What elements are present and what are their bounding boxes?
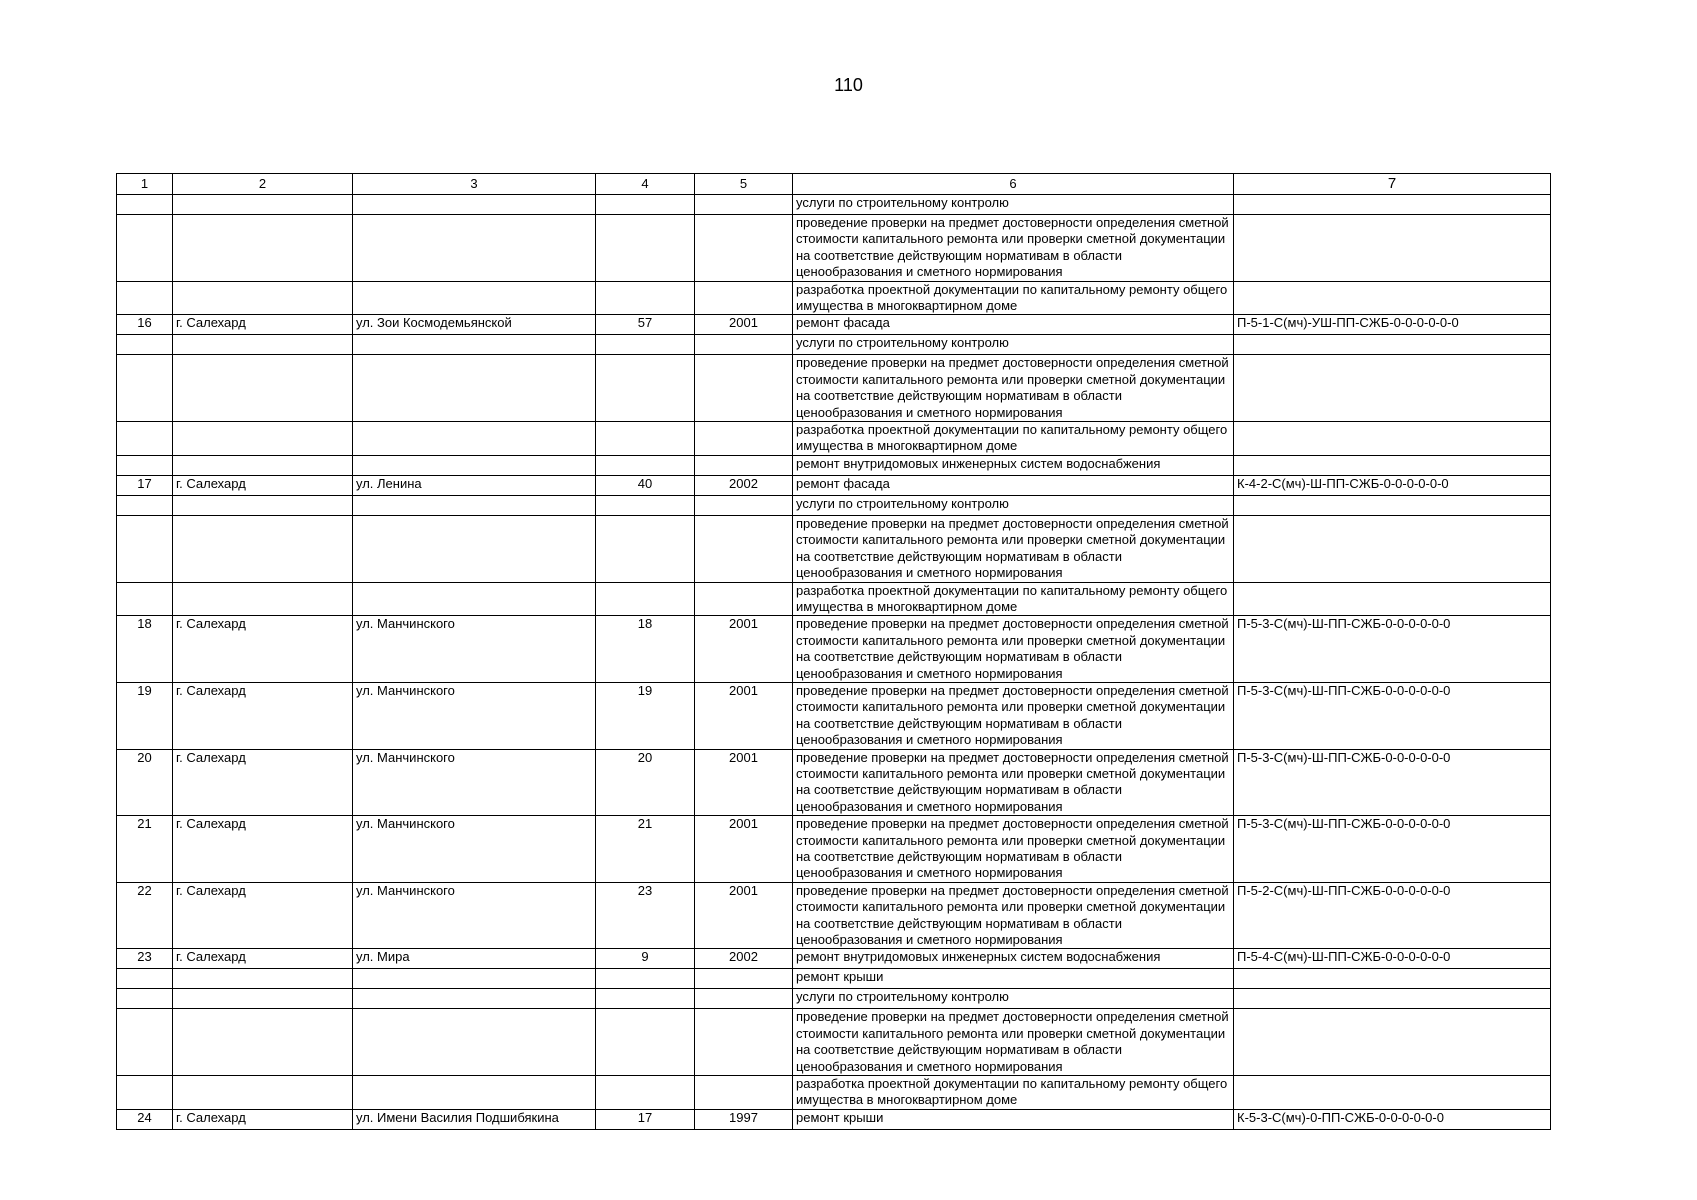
year-cell [695,1076,793,1110]
table-row [117,495,1551,515]
house-number-cell [596,281,695,315]
work-type-cell: проведение проверки на предмет достоверности определения сметной стоимости капитального ремонта или проверки сметной документации на соответствие действующим нормативам в области ценообразования и сметного нормирования [793,816,1234,883]
table-row [117,315,1551,335]
house-number-cell: 23 [596,882,695,949]
header-cell-7: 7 [1234,174,1551,195]
city-cell [173,195,353,215]
header-cell-2: 2 [173,174,353,195]
year-cell [695,969,793,989]
row-number-cell: 17 [117,475,173,495]
house-number-cell [596,355,695,422]
table-row [117,281,1551,315]
table-row [117,816,1551,883]
repair-program-table [116,173,1551,1130]
table-row [117,215,1551,282]
year-cell [695,422,793,456]
row-number-cell [117,969,173,989]
city-cell: г. Салехард [173,882,353,949]
street-cell [353,215,596,282]
year-cell: 1997 [695,1109,793,1129]
street-cell: ул. Манчинского [353,882,596,949]
row-number-cell [117,422,173,456]
table-row [117,422,1551,456]
street-cell [353,355,596,422]
work-type-cell: проведение проверки на предмет достоверности определения сметной стоимости капитального ремонта или проверки сметной документации на соответствие действующим нормативам в области ценообразования и сметного нормирования [793,682,1234,749]
work-type-cell: разработка проектной документации по капитальному ремонту общего имущества в многоквартирном доме [793,582,1234,616]
street-cell [353,335,596,355]
street-cell: ул. Манчинского [353,749,596,816]
building-code-cell [1234,335,1551,355]
building-code-cell [1234,969,1551,989]
row-number-cell [117,495,173,515]
building-code-cell: П-5-4-С(мч)-Ш-ПП-СЖБ-0-0-0-0-0-0 [1234,949,1551,969]
street-cell: ул. Имени Василия Подшибякина [353,1109,596,1129]
year-cell [695,515,793,582]
table-row [117,616,1551,683]
building-code-cell: П-5-1-С(мч)-УШ-ПП-СЖБ-0-0-0-0-0-0 [1234,315,1551,335]
work-type-cell: услуги по строительному контролю [793,195,1234,215]
table-row [117,455,1551,475]
building-code-cell: П-5-3-С(мч)-Ш-ПП-СЖБ-0-0-0-0-0-0 [1234,816,1551,883]
city-cell: г. Салехард [173,949,353,969]
work-type-cell: проведение проверки на предмет достоверности определения сметной стоимости капитального ремонта или проверки сметной документации на соответствие действующим нормативам в области ценообразования и сметного нормирования [793,355,1234,422]
city-cell [173,989,353,1009]
row-number-cell: 18 [117,616,173,683]
street-cell [353,989,596,1009]
street-cell [353,515,596,582]
row-number-cell: 23 [117,949,173,969]
table-row [117,949,1551,969]
year-cell: 2002 [695,475,793,495]
city-cell [173,335,353,355]
work-type-cell: проведение проверки на предмет достоверности определения сметной стоимости капитального ремонта или проверки сметной документации на соответствие действующим нормативам в области ценообразования и сметного нормирования [793,616,1234,683]
building-code-cell [1234,495,1551,515]
building-code-cell [1234,355,1551,422]
building-code-cell [1234,989,1551,1009]
house-number-cell [596,495,695,515]
year-cell [695,355,793,422]
year-cell: 2001 [695,616,793,683]
year-cell [695,1009,793,1076]
building-code-cell: П-5-3-С(мч)-Ш-ПП-СЖБ-0-0-0-0-0-0 [1234,682,1551,749]
work-type-cell: ремонт крыши [793,1109,1234,1129]
table-row [117,475,1551,495]
city-cell [173,582,353,616]
house-number-cell [596,455,695,475]
header-cell-5: 5 [695,174,793,195]
house-number-cell: 9 [596,949,695,969]
house-number-cell [596,195,695,215]
row-number-cell [117,355,173,422]
house-number-cell: 40 [596,475,695,495]
table-row [117,195,1551,215]
year-cell: 2001 [695,315,793,335]
row-number-cell [117,1076,173,1110]
house-number-cell [596,582,695,616]
work-type-cell: ремонт внутридомовых инженерных систем водоснабжения [793,949,1234,969]
city-cell [173,355,353,422]
building-code-cell [1234,281,1551,315]
year-cell: 2001 [695,882,793,949]
row-number-cell [117,515,173,582]
year-cell [695,989,793,1009]
building-code-cell [1234,582,1551,616]
building-code-cell: П-5-3-С(мч)-Ш-ПП-СЖБ-0-0-0-0-0-0 [1234,616,1551,683]
header-row [117,174,1551,195]
house-number-cell: 21 [596,816,695,883]
street-cell: ул. Манчинского [353,682,596,749]
page-number: 110 [834,75,863,95]
building-code-cell: К-4-2-С(мч)-Ш-ПП-СЖБ-0-0-0-0-0-0 [1234,475,1551,495]
header-cell-6: 6 [793,174,1234,195]
city-cell: г. Салехард [173,616,353,683]
building-code-cell [1234,422,1551,456]
year-cell: 2001 [695,749,793,816]
work-type-cell: ремонт фасада [793,315,1234,335]
building-code-cell [1234,1076,1551,1110]
street-cell: ул. Манчинского [353,616,596,683]
work-type-cell: разработка проектной документации по капитальному ремонту общего имущества в многоквартирном доме [793,1076,1234,1110]
house-number-cell [596,335,695,355]
header-cell-4: 4 [596,174,695,195]
year-cell: 2001 [695,816,793,883]
house-number-cell: 57 [596,315,695,335]
city-cell: г. Салехард [173,315,353,335]
year-cell [695,455,793,475]
row-number-cell [117,335,173,355]
table-row [117,1109,1551,1129]
work-type-cell: проведение проверки на предмет достоверности определения сметной стоимости капитального ремонта или проверки сметной документации на соответствие действующим нормативам в области ценообразования и сметного нормирования [793,515,1234,582]
table-row [117,969,1551,989]
building-code-cell: П-5-3-С(мч)-Ш-ПП-СЖБ-0-0-0-0-0-0 [1234,749,1551,816]
table-row [117,355,1551,422]
house-number-cell: 20 [596,749,695,816]
street-cell [353,582,596,616]
table-row [117,582,1551,616]
row-number-cell: 24 [117,1109,173,1129]
city-cell: г. Салехард [173,816,353,883]
house-number-cell [596,969,695,989]
city-cell [173,1009,353,1076]
year-cell [695,335,793,355]
street-cell [353,495,596,515]
row-number-cell [117,215,173,282]
city-cell [173,215,353,282]
city-cell [173,455,353,475]
street-cell [353,969,596,989]
table-row [117,989,1551,1009]
city-cell [173,515,353,582]
row-number-cell: 22 [117,882,173,949]
house-number-cell [596,515,695,582]
street-cell [353,455,596,475]
street-cell: ул. Зои Космодемьянской [353,315,596,335]
year-cell: 2001 [695,682,793,749]
row-number-cell [117,989,173,1009]
table-row [117,882,1551,949]
house-number-cell [596,215,695,282]
year-cell [695,495,793,515]
city-cell: г. Салехард [173,475,353,495]
work-type-cell: услуги по строительному контролю [793,495,1234,515]
work-type-cell: разработка проектной документации по капитальному ремонту общего имущества в многоквартирном доме [793,422,1234,456]
street-cell [353,422,596,456]
building-code-cell: П-5-2-С(мч)-Ш-ПП-СЖБ-0-0-0-0-0-0 [1234,882,1551,949]
row-number-cell [117,582,173,616]
city-cell: г. Салехард [173,749,353,816]
year-cell [695,281,793,315]
row-number-cell: 21 [117,816,173,883]
work-type-cell: ремонт фасада [793,475,1234,495]
row-number-cell [117,455,173,475]
city-cell [173,1076,353,1110]
building-code-cell [1234,215,1551,282]
house-number-cell [596,1009,695,1076]
header-cell-3: 3 [353,174,596,195]
table-row [117,1009,1551,1076]
house-number-cell: 19 [596,682,695,749]
work-type-cell: услуги по строительному контролю [793,989,1234,1009]
row-number-cell [117,195,173,215]
year-cell [695,582,793,616]
house-number-cell [596,989,695,1009]
row-number-cell: 20 [117,749,173,816]
building-code-cell [1234,1009,1551,1076]
house-number-cell: 17 [596,1109,695,1129]
street-cell [353,1076,596,1110]
work-type-cell: проведение проверки на предмет достоверности определения сметной стоимости капитального ремонта или проверки сметной документации на соответствие действующим нормативам в области ценообразования и сметного нормирования [793,1009,1234,1076]
table-row [117,749,1551,816]
row-number-cell [117,1009,173,1076]
table-row [117,1076,1551,1110]
street-cell [353,195,596,215]
row-number-cell: 19 [117,682,173,749]
header-cell-1: 1 [117,174,173,195]
city-cell [173,422,353,456]
table-row [117,335,1551,355]
house-number-cell: 18 [596,616,695,683]
city-cell [173,495,353,515]
table-row [117,515,1551,582]
city-cell: г. Салехард [173,1109,353,1129]
city-cell: г. Салехард [173,682,353,749]
work-type-cell: услуги по строительному контролю [793,335,1234,355]
street-cell: ул. Мира [353,949,596,969]
building-code-cell [1234,455,1551,475]
building-code-cell [1234,195,1551,215]
city-cell [173,281,353,315]
city-cell [173,969,353,989]
building-code-cell [1234,515,1551,582]
year-cell: 2002 [695,949,793,969]
work-type-cell: проведение проверки на предмет достоверности определения сметной стоимости капитального ремонта или проверки сметной документации на соответствие действующим нормативам в области ценообразования и сметного нормирования [793,215,1234,282]
house-number-cell [596,1076,695,1110]
street-cell: ул. Ленина [353,475,596,495]
street-cell [353,1009,596,1076]
work-type-cell: ремонт крыши [793,969,1234,989]
work-type-cell: проведение проверки на предмет достоверности определения сметной стоимости капитального ремонта или проверки сметной документации на соответствие действующим нормативам в области ценообразования и сметного нормирования [793,882,1234,949]
street-cell: ул. Манчинского [353,816,596,883]
year-cell [695,215,793,282]
street-cell [353,281,596,315]
table-row [117,682,1551,749]
work-type-cell: ремонт внутридомовых инженерных систем водоснабжения [793,455,1234,475]
work-type-cell: проведение проверки на предмет достоверности определения сметной стоимости капитального ремонта или проверки сметной документации на соответствие действующим нормативам в области ценообразования и сметного нормирования [793,749,1234,816]
work-type-cell: разработка проектной документации по капитальному ремонту общего имущества в многоквартирном доме [793,281,1234,315]
building-code-cell: К-5-3-С(мч)-0-ПП-СЖБ-0-0-0-0-0-0 [1234,1109,1551,1129]
row-number-cell [117,281,173,315]
row-number-cell: 16 [117,315,173,335]
house-number-cell [596,422,695,456]
year-cell [695,195,793,215]
